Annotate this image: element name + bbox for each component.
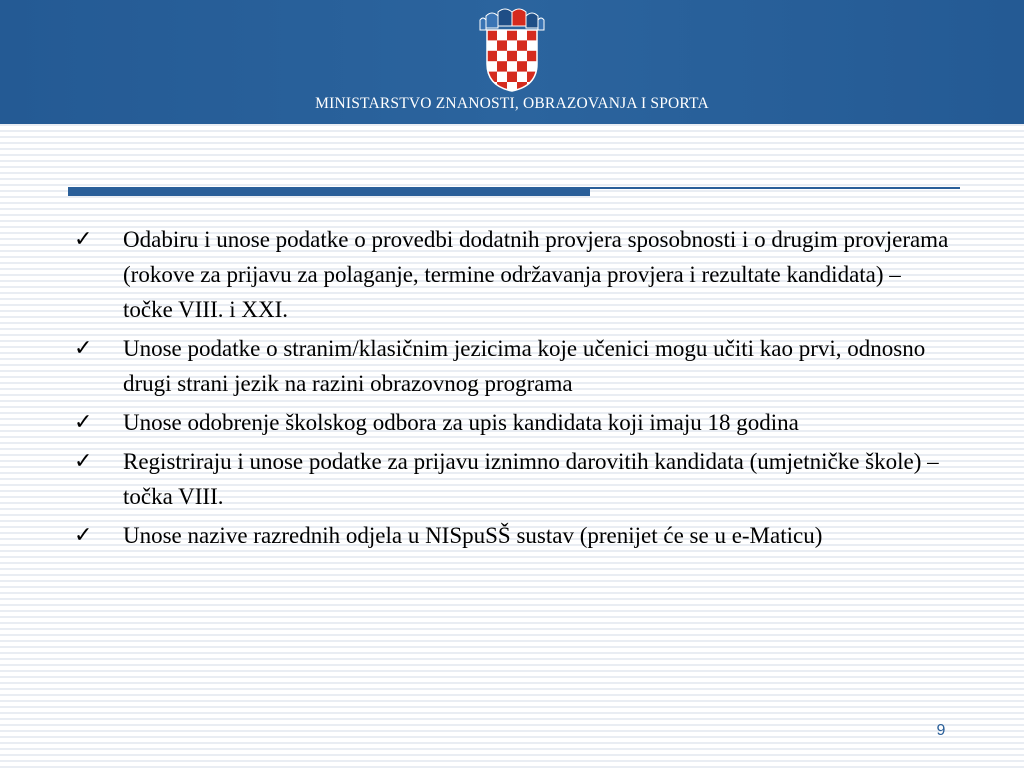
- page-number: 9: [936, 722, 946, 739]
- checker-square: [507, 51, 517, 61]
- checker-square: [517, 61, 527, 71]
- checkmark-icon: ✓: [74, 227, 93, 252]
- list-item: [74, 518, 954, 553]
- bullet-text: Unose nazive razrednih odjela u NISpuSŠ sustav (prenijet će se u e-Maticu): [123, 523, 823, 548]
- checker-square: [497, 61, 507, 71]
- bullet-list: [74, 222, 954, 557]
- list-item: [74, 444, 954, 514]
- checkmark-icon: ✓: [74, 449, 93, 474]
- checker-square: [517, 40, 527, 50]
- title-divider-thick: [68, 187, 590, 196]
- bullet-text: Odabiru i unose podatke o provedbi dodatnih provjera sposobnosti i o drugim provjerama (rokove za prijavu za polaganje, termine održavanja provjera i rezultate kandidata) – točke VIII. i XXI.: [123, 227, 949, 322]
- ministry-name: MINISTARSTVO ZNANOSTI, OBRAZOVANJA I SPORTA: [315, 95, 709, 112]
- checkmark-icon: ✓: [74, 523, 93, 548]
- checker-square: [497, 82, 507, 92]
- list-item: [74, 222, 954, 327]
- bullet-text: Unose podatke o stranim/klasičnim jezicima koje učenici mogu učiti kao prvi, odnosno drugi strani jezik na razini obrazovnog programa: [123, 336, 926, 396]
- checkmark-icon: ✓: [74, 410, 93, 435]
- bullet-text: Unose odobrenje školskog odbora za upis kandidata koji imaju 18 godina: [123, 410, 799, 435]
- coat-of-arms-icon: [478, 6, 546, 92]
- checker-square: [497, 40, 507, 50]
- list-item: [74, 331, 954, 401]
- checkmark-icon: ✓: [74, 336, 93, 361]
- header-banner: [0, 0, 1024, 124]
- checker-square: [517, 82, 527, 92]
- checker-square: [507, 30, 517, 40]
- checker-square: [527, 51, 537, 61]
- checker-square: [507, 72, 517, 82]
- checker-square: [487, 30, 497, 40]
- title-divider-thin: [590, 187, 960, 189]
- list-item: [74, 405, 954, 440]
- bullet-text: Registriraju i unose podatke za prijavu iznimno darovitih kandidata (umjetničke škole) – točka VIII.: [123, 449, 939, 509]
- checker-square: [527, 30, 537, 40]
- checker-square: [487, 51, 497, 61]
